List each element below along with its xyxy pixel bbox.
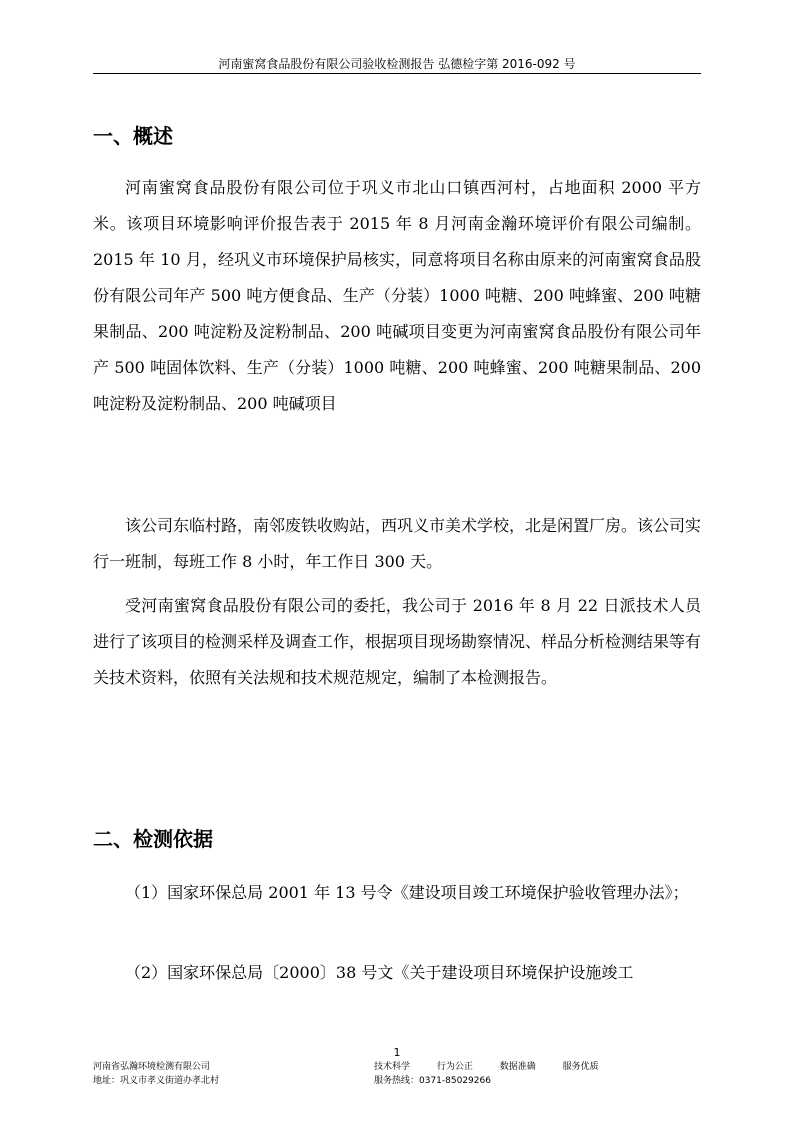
basis-item-2: （2）国家环保总局〔2000〕38 号文《关于建设项目环境保护设施竣工 [125, 963, 634, 982]
overview-paragraph-3: 受河南蜜窝食品股份有限公司的委托，我公司于 2016 年 8 月 22 日派技术人员进行了该项目的检测采样及调查工作，根据项目现场勘察情况、样品分析检测结果等有关技术资料，依照有关法规和技术规范规定，编制了本检测报告。 [93, 596, 702, 687]
slogan-item: 行为公正 [436, 1062, 473, 1072]
footer-hotline: 服务热线：0371-85029266 [374, 1076, 491, 1086]
section-heading-basis: 二、检测依据 [93, 827, 213, 851]
footer-company-name: 河南省弘瀚环境检测有限公司 [93, 1062, 211, 1072]
footer-address: 地址：巩义市孝义街道办孝北村 [93, 1076, 220, 1086]
footer-contact-info [374, 1060, 623, 1088]
overview-paragraph-1: 河南蜜窝食品股份有限公司位于巩义市北山口镇西河村，占地面积 2000 平方米。该项目环境影响评价报告表于 2015 年 8 月河南金瀚环境评价有限公司编制。2015 年 10 月，经巩义市环境保护局核实，同意将项目名称由原来的河南蜜窝食品股份有限公司年产 500 吨方便食品、生产（分装）1000 吨糖、200 吨蜂蜜、200 吨糖果制品、200 吨淀粉及淀粉制品、200 吨碱项目变更为河南蜜窝食品股份有限公司年产 500 吨固体饮料、生产（分装）1000 吨糖、200 吨蜂蜜、200 吨糖果制品、200 吨淀粉及淀粉制品、200 吨碱项目 [93, 178, 701, 413]
header-divider [93, 73, 701, 74]
slogan-item: 数据准确 [499, 1062, 536, 1072]
page-number: 1 [393, 1046, 401, 1059]
slogan-item: 技术科学 [374, 1062, 411, 1072]
section-heading-overview: 一、概述 [93, 124, 173, 148]
page-header: 河南蜜窝食品股份有限公司验收检测报告 弘德检字第 2016-092 号 [218, 57, 576, 71]
footer-company-info [93, 1060, 219, 1088]
slogan-item: 服务优质 [562, 1062, 599, 1072]
overview-paragraph-2: 该公司东临村路，南邻废铁收购站，西巩义市美术学校，北是闲置厂房。该公司实行一班制，每班工作 8 小时，年工作日 300 天。 [93, 516, 702, 571]
footer-slogans [374, 1060, 623, 1074]
basis-item-1: （1）国家环保总局 2001 年 13 号令《建设项目竣工环境保护验收管理办法》； [125, 883, 689, 902]
